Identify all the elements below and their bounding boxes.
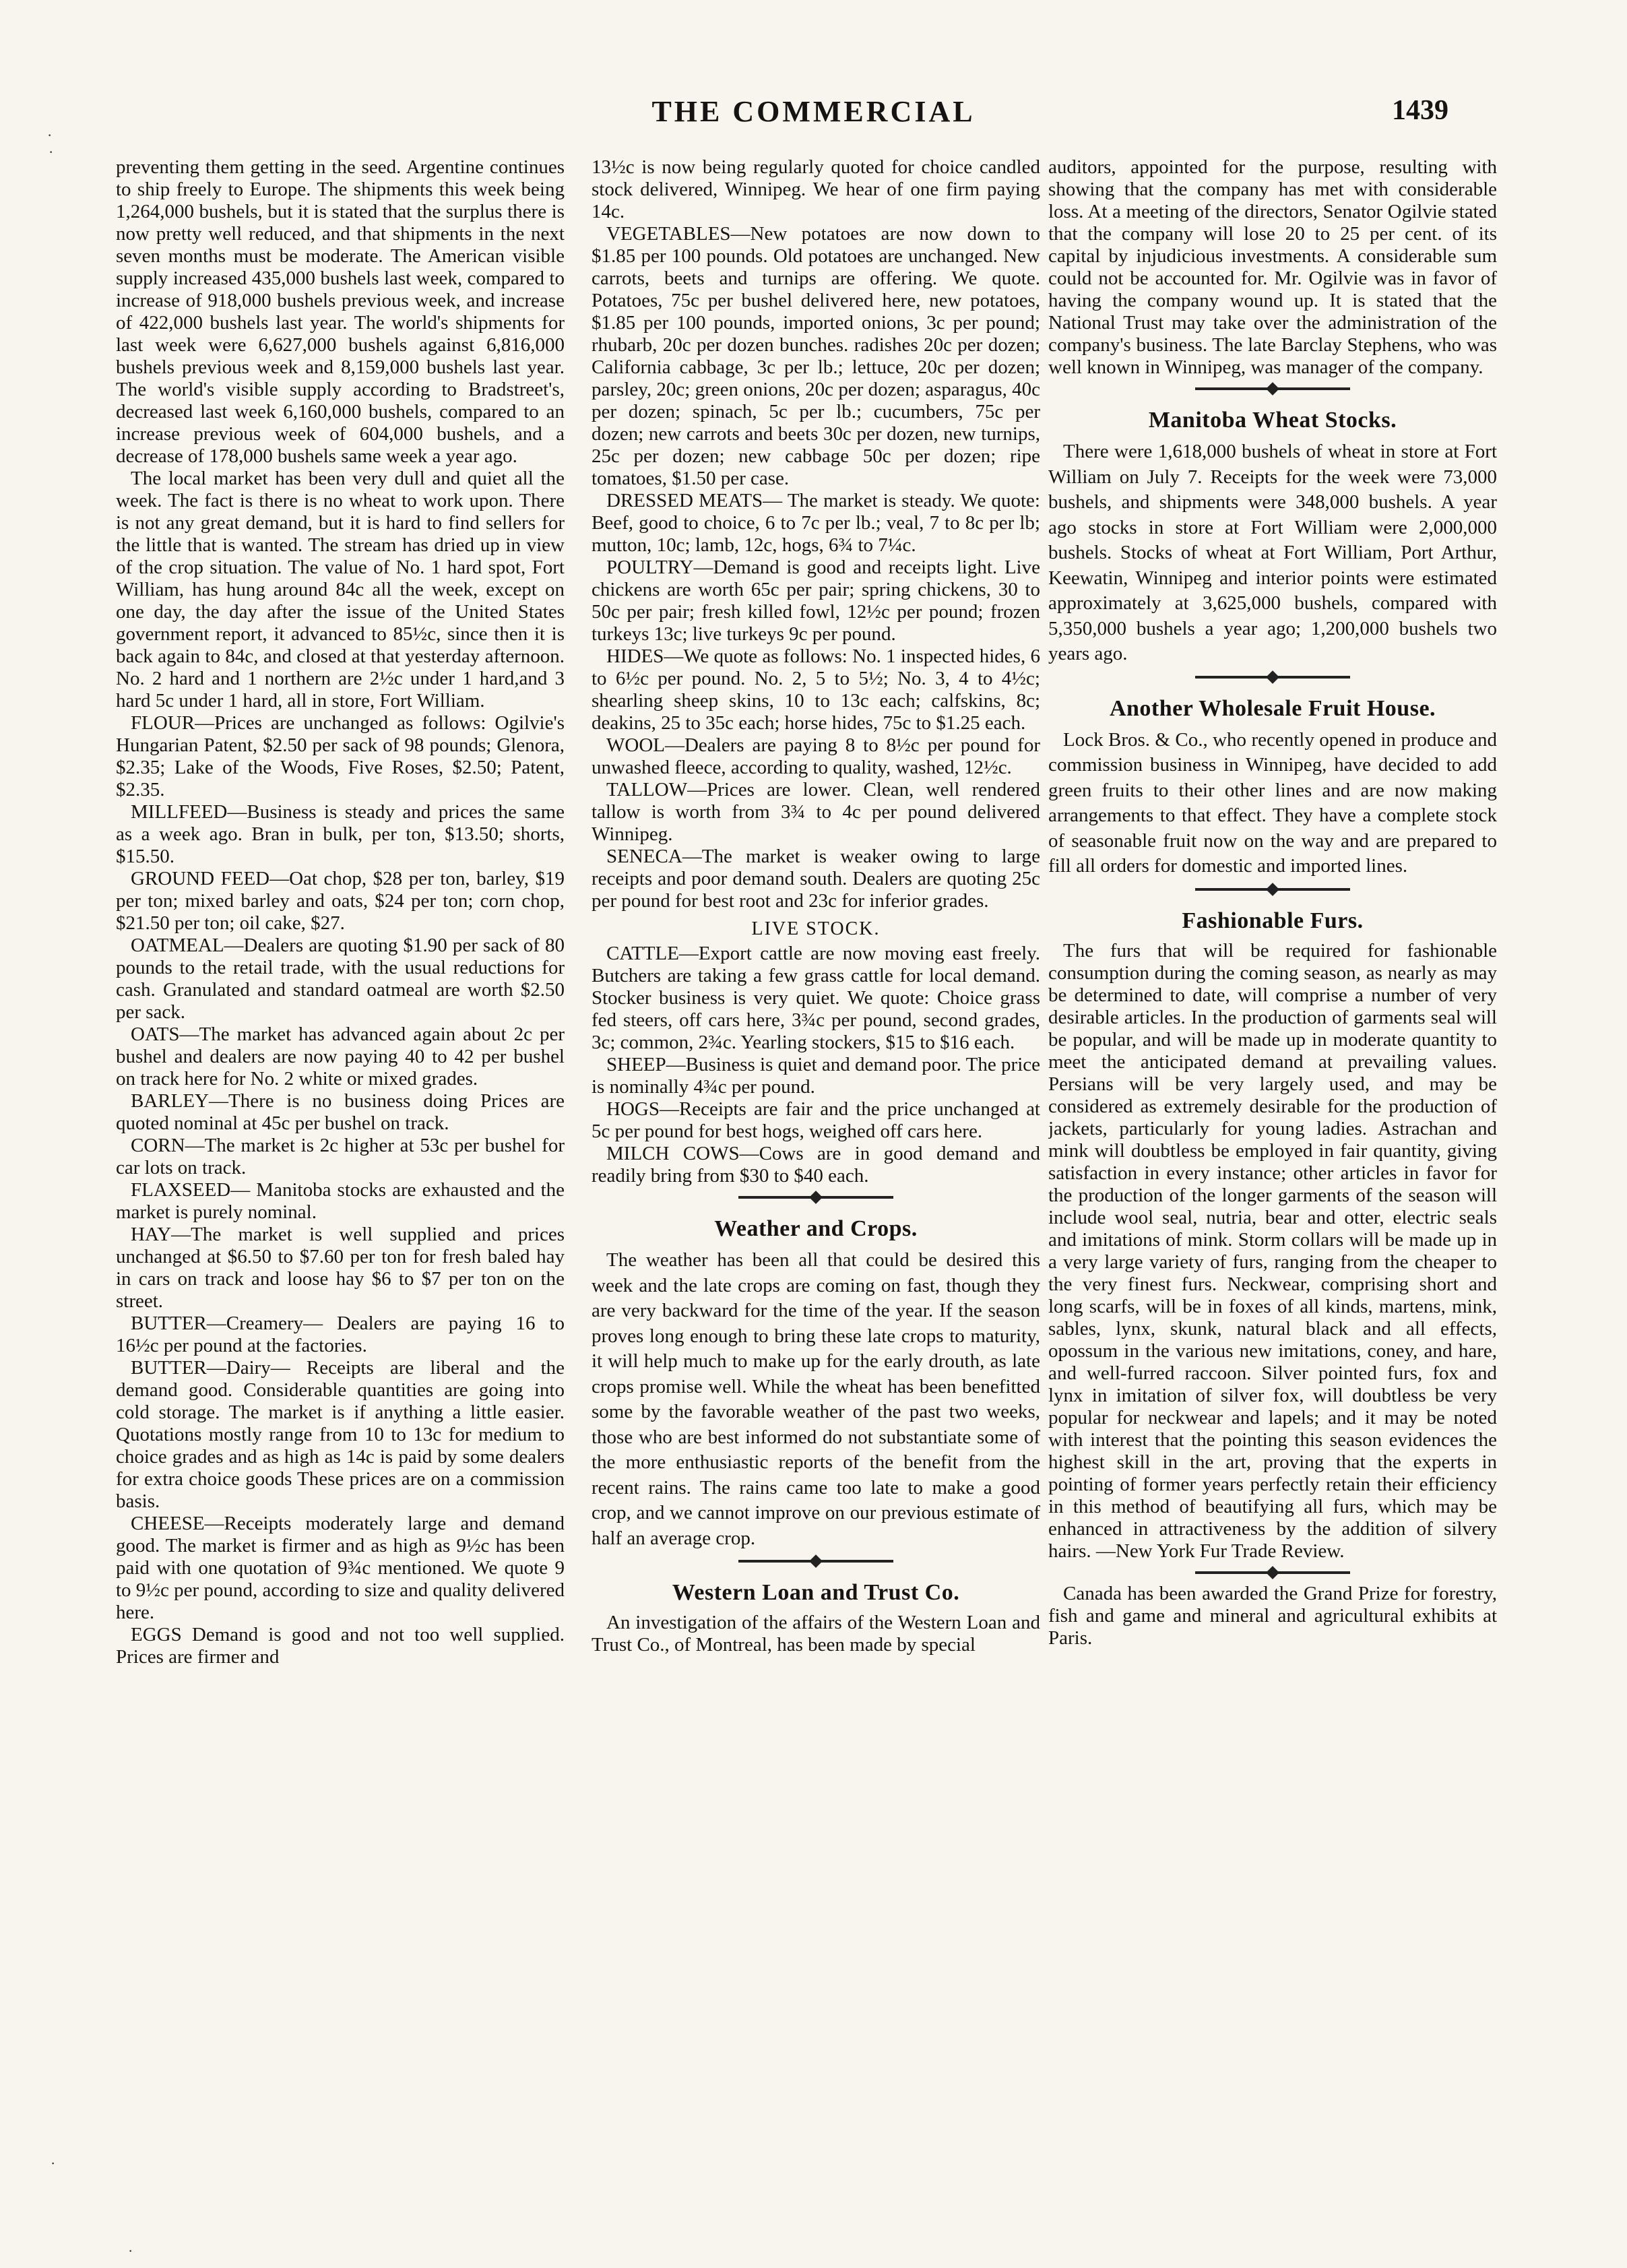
market-report-butter-dairy: BUTTER—Dairy— Receipts are liberal and the demand good. Considerable quantities are going into cold storage. The market is if anything a little easier. Quotations mostly range from 10 to 13c for medium to choice grades and as high as 14c is paid by some dealers for extra choice goods These prices are on a commission basis. (116, 1357, 565, 1512)
page-header (0, 94, 1627, 144)
market-report-cheese: CHEESE—Receipts moderately large and demand good. The market is firmer and as high as 9½c has been paid with one quotation of 9¾c mentioned. We quote 9 to 9½c per pound, according to size and quality delivered here. (116, 1513, 565, 1623)
market-report-butter-creamery: BUTTER—Creamery— Dealers are paying 16 to 16½c per pound at the factories. (116, 1313, 565, 1356)
market-report-flaxseed: FLAXSEED— Manitoba stocks are exhausted and the market is purely nominal. (116, 1179, 565, 1223)
market-report-vegetables: VEGETABLES—New potatoes are now down to $1.85 per 100 pounds. Old potatoes are unchanged. New carrots, beets and turnips are offering. We quote. Potatoes, 75c per bushel delivered here, new potatoes, $1.85 per 100 pounds, imported onions, 3c per pound; rhubarb, 20c per dozen bunches. radishes 20c per dozen; California cabbage, 3c per lb.; lettuce, 20c per dozen; parsley, 20c; green onions, 20c per dozen; asparagus, 40c per dozen; spinach, 5c per lb.; cucumbers, 75c per dozen; new carrots and beets 30c per dozen, new turnips, 25c per dozen; new cabbage 50c per dozen; ripe tomatoes, $1.50 per case. (592, 223, 1040, 489)
page-number: 1439 (1392, 95, 1448, 126)
market-report-millfeed: MILLFEED—Business is steady and prices the same as a week ago. Bran in bulk, per ton, $13.50; shorts, $15.50. (116, 801, 565, 867)
article-grand-prize: Canada has been awarded the Grand Prize for forestry, fish and game and mineral and agricultural exhibits at Paris. (1048, 1582, 1497, 1649)
market-report-tallow: TALLOW—Prices are lower. Clean, well rendered tallow is worth from 3¾ to 4c per pound delivered Winnipeg. (592, 779, 1040, 845)
market-report-seneca: SENECA—The market is weaker owing to large receipts and poor demand south. Dealers are quoting 25c per pound for best root and 23c for inferior grades. (592, 846, 1040, 912)
scan-mark: · (128, 2242, 133, 2259)
market-report-corn: CORN—The market is 2c higher at 53c per bushel for car lots on track. (116, 1135, 565, 1178)
article-manitoba-wheat-stocks: There were 1,618,000 bushels of wheat in store at Fort William on July 7. Receipts for the week were 73,000 bushels, and shipments were 348,000 bushels. A year ago stocks in store at Fort William were 2,000,000 bushels. Stocks of wheat at Fort William, Port Arthur, Keewatin, Winnipeg and interior points were estimated approximately at 3,625,000 bushels, compared with 5,350,000 bushels a year ago; 1,200,000 bushels two years ago. (1048, 441, 1497, 664)
market-report-ground-feed: GROUND FEED—Oat chop, $28 per ton, barley, $19 per ton; mixed barley and oats, $24 per ton; corn chop, $21.50 per ton; oil cake, $27. (116, 868, 565, 934)
section-divider (1048, 667, 1497, 687)
market-report-hogs: HOGS—Receipts are fair and the price unchanged at 5c per pound for best hogs, weighed off cars here. (592, 1098, 1040, 1142)
section-divider (1048, 879, 1497, 900)
market-report-eggs: EGGS Demand is good and not too well supplied. Prices are firmer and (116, 1624, 565, 1668)
column-3 (1048, 156, 1497, 2184)
market-report-cattle: CATTLE—Export cattle are now moving east freely. Butchers are taking a few grass cattle for local demand. Stocker business is very quiet. We quote: Choice grass fed steers, off cars here, 3¾c per pound, second grades, 3c; common, 2¾c. Yearling stockers, $15 to $16 each. (592, 943, 1040, 1053)
market-report-hay: HAY—The market is well supplied and prices unchanged at $6.50 to $7.60 per ton for fresh baled hay in cars on track and loose hay $6 to $7 per ton on the street. (116, 1224, 565, 1312)
article-fashionable-furs: The furs that will be required for fashionable consumption during the coming season, as nearly as may be determined to date, will comprise a number of very desirable articles. In the production of garments seal will be popular, and will be made up in moderate quantity to meet the anticipated demand at prevailing values. Persians will be very largely used, and may be considered as extremely desirable for the production of jackets, particularly for young ladies. Astrachan and mink will doubtless be employed in fair quantity, giving satisfaction in every instance; other articles in favor for the production of the longer garments of the season will include wool seal, nutria, bear and otter, electric seals and imitations of mink. Storm collars will be made up in a very large variety of furs, ranging from the cheaper to the very finest furs. Neckwear, comprising short and long scarfs, will be in foxes of all kinds, martens, mink, sables, lynx, skunk, natural black and all effects, opossum in the various new imitations, coney, and hare, and well-furred raccoon. Silver pointed furs, fox and lynx in imitation of silver fox, will doubtless be very popular for neckwear and lapels; and it may be noted with interest that the pointing this season evidences the highest skill in the art, proving that the experts in pointing of former years perfectly retain their efficiency in this method of beautifying all furs, which may be enhanced in attractiveness by the addition of silvery hairs. —New York Fur Trade Review. (1048, 939, 1497, 1562)
section-divider (592, 1551, 1040, 1571)
headline-manitoba-wheat-stocks: Manitoba Wheat Stocks. (1148, 408, 1397, 433)
article-wholesale-fruit-house: Lock Bros. & Co., who recently opened in produce and commission business in Winnipeg, have decided to add green fruits to their other lines and are now making arrangements to that effect. They have a complete stock of seasonable fruit now on the way and are prepared to fill all orders for domestic and imported lines. (1048, 728, 1497, 877)
headline-weather-and-crops: Weather and Crops. (714, 1216, 918, 1241)
market-report-wool: WOOL—Dealers are paying 8 to 8½c per pound for unwashed fleece, according to quality, washed, 12½c. (592, 734, 1040, 778)
section-heading-live-stock: LIVE STOCK. (751, 918, 881, 939)
market-report-barley: BARLEY—There is no business doing Prices are quoted nominal at 45c per bushel on track. (116, 1090, 565, 1134)
column-1 (116, 156, 565, 2184)
market-report-poultry: POULTRY—Demand is good and receipts light. Live chickens are worth 65c per pair; spring chickens, 30 to 50c per pair; fresh killed fowl, 12½c per pound; frozen turkeys 13c; live turkeys 9c per pound. (592, 557, 1040, 645)
market-report-hides: HIDES—We quote as follows: No. 1 inspected hides, 6 to 6½c per pound. No. 2, 5 to 5½; No. 3, 4 to 4½c; shearling sheep skins, 10 to 13c each; calfskins, 8c; deakins, 25 to 35c each; horse hides, 75c to $1.25 each. (592, 645, 1040, 734)
headline-western-loan: Western Loan and Trust Co. (672, 1580, 960, 1605)
market-report-milch-cows: MILCH COWS—Cows are in good demand and readily bring from $30 to $40 each. (592, 1143, 1040, 1187)
section-divider (1048, 1563, 1497, 1583)
market-report-dressed-meats: DRESSED MEATS— The market is steady. We quote: Beef, good to choice, 6 to 7c per lb.; veal, 7 to 8c per lb; mutton, 10c; lamb, 12c, hogs, 6¾ to 7¼c. (592, 490, 1040, 556)
article-western-loan: An investigation of the affairs of the Western Loan and Trust Co., of Montreal, has been made by special (592, 1612, 1040, 1656)
column-2 (592, 156, 1040, 2184)
article-paragraph: preventing them getting in the seed. Argentine continues to ship freely to Europe. The shipments this week being 1,264,000 bushels, but it is stated that the surplus there is now pretty well reduced, and that shipments in the next seven months must be moderate. The American visible supply increased 435,000 bushels last week, compared to increase of 918,000 bushels previous week, and increase of 422,000 bushels last year. The world's shipments for last week were 6,627,000 bushels against 6,816,000 bushels previous week and 8,159,000 bushels last year. The world's visible supply according to Bradstreet's, decreased last week 6,160,000 bushels, compared to an increase previous week of 604,000 bushels, and a decrease of 178,000 bushels same week a year ago. (116, 156, 565, 467)
scan-mark: · (47, 127, 53, 144)
market-report-sheep: SHEEP—Business is quiet and demand poor. The price is nominally 4¾c per pound. (592, 1054, 1040, 1098)
market-report-flour: FLOUR—Prices are unchanged as follows: Ogilvie's Hungarian Patent, $2.50 per sack of 98 pounds; Glenora, $2.35; Lake of the Woods, Five Roses, $2.50; Patent, $2.35. (116, 712, 565, 800)
market-report-oats: OATS—The market has advanced again about 2c per bushel and dealers are now paying 40 to 42 per bushel on track here for No. 2 white or mixed grades. (116, 1023, 565, 1090)
scan-mark: · (51, 2155, 56, 2172)
article-weather-and-crops: The weather has been all that could be desired this week and the late crops are coming on fast, though they are very backward for the time of the year. If the season proves long enough to bring these late crops to maturity, it will help much to make up for the early drouth, as late crops promise well. While the wheat has been benefitted some by the favorable weather of the past two weeks, those who are best informed do not substantiate some of the more enthusiastic reports of the benefit from the recent rains. The rains came too late to make a good crop, and we cannot improve on our previous estimate of half an average crop. (592, 1249, 1040, 1549)
article-western-loan-continued: auditors, appointed for the purpose, resulting with showing that the company has met with considerable loss. At a meeting of the directors, Senator Ogilvie stated that the company will lose 20 to 25 per cent. of its capital by injudicious investments. A considerable sum could not be accounted for. Mr. Ogilvie was in favor of having the company wound up. It is stated that the National Trust may take over the administration of the company's business. The late Barclay Stephens, who was well known in Winnipeg, was manager of the company. (1048, 156, 1497, 378)
market-report-eggs-continued: 13½c is now being regularly quoted for choice candled stock delivered, Winnipeg. We hear of one firm paying 14c. (592, 156, 1040, 222)
article-paragraph: The local market has been very dull and quiet all the week. The fact is there is no wheat to work upon. There is not any great demand, but it is hard to find sellers for the little that is wanted. The stream has dried up in view of the crop situation. The value of No. 1 hard spot, Fort William, has hung around 84c all the week, except on one day, the day after the issue of the United States government report, it advanced to 85½c, since then it is back again to 84c, and closed at that yesterday afternoon. No. 2 hard and 1 northern are 2½c under 1 hard,and 3 hard 5c under 1 hard, all in store, Fort William. (116, 468, 565, 712)
section-divider (592, 1187, 1040, 1207)
section-divider (1048, 379, 1497, 399)
headline-wholesale-fruit-house: Another Wholesale Fruit House. (1109, 695, 1436, 721)
market-report-oatmeal: OATMEAL—Dealers are quoting $1.90 per sack of 80 pounds to the retail trade, with the usual reductions for cash. Granulated and standard oatmeal are worth $2.50 per sack. (116, 935, 565, 1023)
publication-title: THE COMMERCIAL (651, 95, 976, 128)
scan-mark: · (49, 144, 54, 160)
headline-fashionable-furs: Fashionable Furs. (1182, 908, 1364, 933)
